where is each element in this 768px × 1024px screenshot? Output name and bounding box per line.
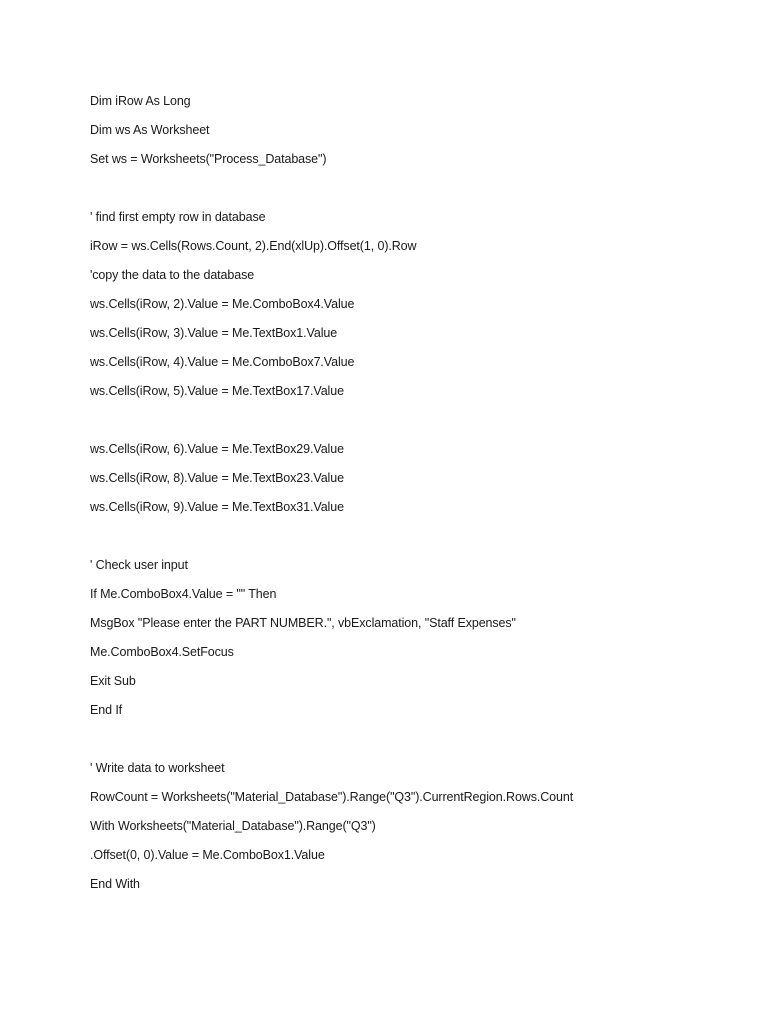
code-line: With Worksheets("Material_Database").Range("Q3")	[90, 819, 376, 833]
code-line: iRow = ws.Cells(Rows.Count, 2).End(xlUp).Offset(1, 0).Row	[90, 239, 417, 253]
code-line: ws.Cells(iRow, 3).Value = Me.TextBox1.Value	[90, 326, 338, 340]
code-line: ws.Cells(iRow, 4).Value = Me.ComboBox7.Value	[90, 355, 355, 369]
blank-line	[90, 729, 750, 758]
code-line: Dim ws As Worksheet	[90, 123, 210, 137]
code-line: ws.Cells(iRow, 6).Value = Me.TextBox29.Value	[90, 442, 344, 456]
code-line: End If	[90, 703, 123, 717]
blank-line	[90, 526, 750, 555]
code-line: Set ws = Worksheets("Process_Database")	[90, 152, 327, 166]
code-comment: ' find first empty row in database	[90, 210, 266, 224]
code-comment: ' Write data to worksheet	[90, 761, 225, 775]
code-line: ws.Cells(iRow, 8).Value = Me.TextBox23.Value	[90, 471, 344, 485]
code-line: ws.Cells(iRow, 5).Value = Me.TextBox17.Value	[90, 384, 344, 398]
code-line: .Offset(0, 0).Value = Me.ComboBox1.Value	[90, 848, 325, 862]
blank-line	[90, 410, 750, 439]
code-comment: ' Check user input	[90, 558, 188, 572]
code-line: End With	[90, 877, 140, 891]
code-line: Exit Sub	[90, 674, 136, 688]
code-line: Dim iRow As Long	[90, 94, 191, 108]
code-line: RowCount = Worksheets("Material_Database").Range("Q3").CurrentRegion.Rows.Count	[90, 790, 574, 804]
code-line: Me.ComboBox4.SetFocus	[90, 645, 234, 659]
code-line: ws.Cells(iRow, 9).Value = Me.TextBox31.Value	[90, 500, 344, 514]
code-line: MsgBox "Please enter the PART NUMBER.", vbExclamation, "Staff Expenses"	[90, 616, 516, 630]
code-line: If Me.ComboBox4.Value = "" Then	[90, 587, 277, 601]
code-line: ws.Cells(iRow, 2).Value = Me.ComboBox4.Value	[90, 297, 355, 311]
code-block	[90, 91, 750, 903]
code-comment: 'copy the data to the database	[90, 268, 255, 282]
blank-line	[90, 178, 750, 207]
